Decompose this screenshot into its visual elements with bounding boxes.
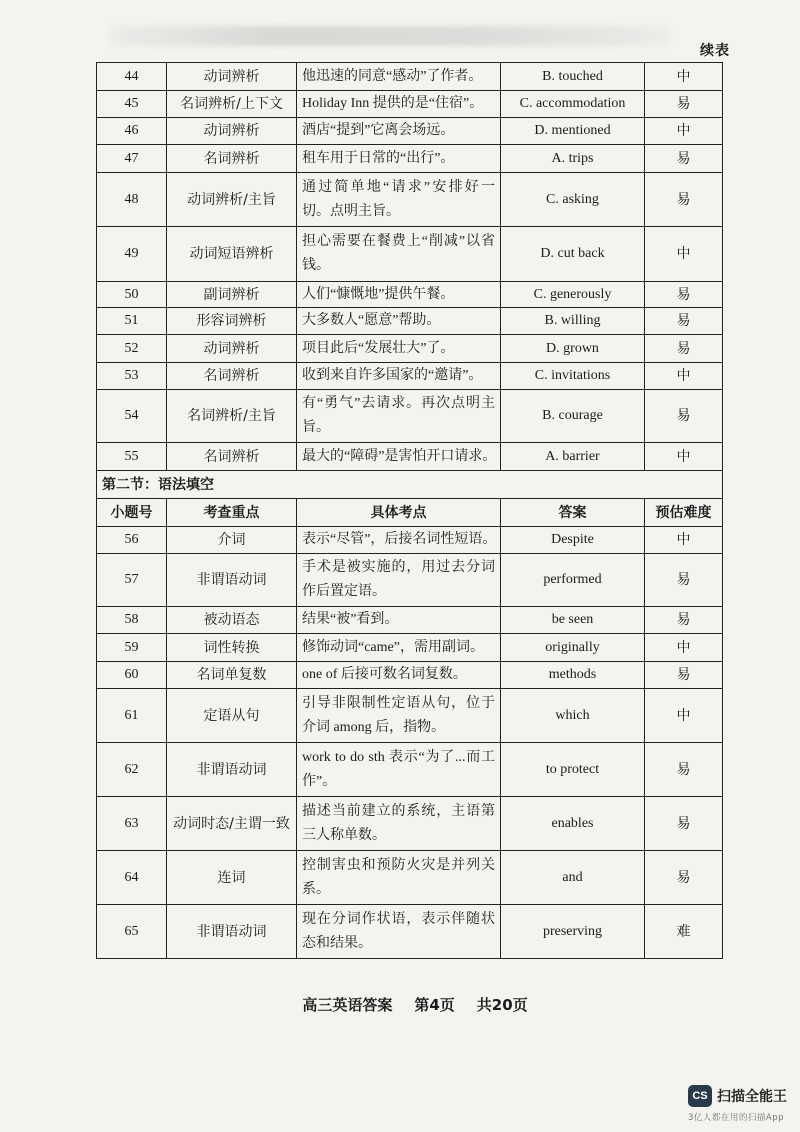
test-detail: 结果“被”看到。 bbox=[297, 607, 501, 634]
difficulty-level: 易 bbox=[645, 607, 723, 634]
footer-subject: 高三英语答案 bbox=[302, 996, 393, 1014]
answer-row bbox=[97, 91, 723, 118]
test-detail: one of 后接可数名词复数。 bbox=[297, 662, 501, 689]
answer-row bbox=[97, 173, 723, 227]
answer-text: performed bbox=[501, 554, 645, 607]
item-number: 65 bbox=[97, 905, 167, 959]
test-detail: 他迅速的同意“感动”了作者。 bbox=[297, 63, 501, 91]
answer-row bbox=[97, 634, 723, 662]
answer-text: originally bbox=[501, 634, 645, 662]
answer-row bbox=[97, 390, 723, 443]
item-number: 56 bbox=[97, 527, 167, 554]
answer-text: preserving bbox=[501, 905, 645, 959]
test-detail: 项目此后“发展壮大”了。 bbox=[297, 335, 501, 363]
test-detail: 大多数人“愿意”帮助。 bbox=[297, 308, 501, 335]
answer-text: be seen bbox=[501, 607, 645, 634]
test-focus: 动词时态/主谓一致 bbox=[167, 797, 297, 851]
difficulty-level: 易 bbox=[645, 335, 723, 363]
test-detail: 描述当前建立的系统，主语第三人称单数。 bbox=[297, 797, 501, 851]
scanner-logo-icon: CS bbox=[688, 1085, 712, 1107]
answer-row bbox=[97, 282, 723, 308]
footer-page-total: 共20页 bbox=[476, 996, 528, 1014]
answer-text: C. asking bbox=[501, 173, 645, 227]
section-title: 第二节：语法填空 bbox=[97, 471, 723, 499]
header-cell: 小题号 bbox=[97, 499, 167, 527]
answer-text: C. generously bbox=[501, 282, 645, 308]
answer-row bbox=[97, 851, 723, 905]
header-cell: 预估难度 bbox=[645, 499, 723, 527]
test-detail: 表示“尽管”，后接名词性短语。 bbox=[297, 527, 501, 554]
answer-text: C. invitations bbox=[501, 363, 645, 390]
item-number: 60 bbox=[97, 662, 167, 689]
header-cell: 考查重点 bbox=[167, 499, 297, 527]
difficulty-level: 易 bbox=[645, 390, 723, 443]
difficulty-level: 易 bbox=[645, 145, 723, 173]
test-detail: 有“勇气”去请求。再次点明主旨。 bbox=[297, 390, 501, 443]
test-detail: 人们“慷慨地”提供午餐。 bbox=[297, 282, 501, 308]
test-focus: 名词辨析 bbox=[167, 443, 297, 471]
difficulty-level: 易 bbox=[645, 851, 723, 905]
answer-text: D. mentioned bbox=[501, 118, 645, 145]
item-number: 57 bbox=[97, 554, 167, 607]
test-detail: 最大的“障碍”是害怕开口请求。 bbox=[297, 443, 501, 471]
test-focus: 被动语态 bbox=[167, 607, 297, 634]
item-number: 46 bbox=[97, 118, 167, 145]
test-detail: 担心需要在餐费上“削减”以省钱。 bbox=[297, 227, 501, 282]
difficulty-level: 中 bbox=[645, 443, 723, 471]
answer-row bbox=[97, 308, 723, 335]
test-focus: 介词 bbox=[167, 527, 297, 554]
answer-row bbox=[97, 554, 723, 607]
answer-text: C. accommodation bbox=[501, 91, 645, 118]
continued-label: 续表 bbox=[700, 43, 730, 59]
item-number: 58 bbox=[97, 607, 167, 634]
answer-row bbox=[97, 227, 723, 282]
test-detail: 控制害虫和预防火灾是并列关系。 bbox=[297, 851, 501, 905]
item-number: 54 bbox=[97, 390, 167, 443]
answer-text: D. cut back bbox=[501, 227, 645, 282]
test-focus: 定语从句 bbox=[167, 689, 297, 743]
item-number: 62 bbox=[97, 743, 167, 797]
item-number: 52 bbox=[97, 335, 167, 363]
item-number: 48 bbox=[97, 173, 167, 227]
page-footer bbox=[0, 994, 800, 1015]
test-focus: 名词单复数 bbox=[167, 662, 297, 689]
scan-header-blur bbox=[110, 26, 670, 46]
answer-row bbox=[97, 63, 723, 91]
test-detail: 通过简单地“请求”安排好一切。点明主旨。 bbox=[297, 173, 501, 227]
scanner-brand: 扫描全能王 bbox=[717, 1089, 787, 1105]
section-title-row bbox=[97, 471, 723, 499]
difficulty-level: 中 bbox=[645, 63, 723, 91]
test-focus: 非谓语动词 bbox=[167, 905, 297, 959]
answer-text: D. grown bbox=[501, 335, 645, 363]
difficulty-level: 易 bbox=[645, 797, 723, 851]
answer-text: Despite bbox=[501, 527, 645, 554]
item-number: 55 bbox=[97, 443, 167, 471]
difficulty-level: 易 bbox=[645, 743, 723, 797]
test-focus: 名词辨析 bbox=[167, 363, 297, 390]
difficulty-level: 易 bbox=[645, 662, 723, 689]
test-detail: 手术是被实施的，用过去分词作后置定语。 bbox=[297, 554, 501, 607]
answer-row bbox=[97, 335, 723, 363]
test-detail: 酒店“提到”它离会场远。 bbox=[297, 118, 501, 145]
test-focus: 名词辨析 bbox=[167, 145, 297, 173]
test-focus: 名词辨析/上下文 bbox=[167, 91, 297, 118]
answer-text: B. courage bbox=[501, 390, 645, 443]
answer-row bbox=[97, 689, 723, 743]
difficulty-level: 中 bbox=[645, 634, 723, 662]
item-number: 51 bbox=[97, 308, 167, 335]
difficulty-level: 中 bbox=[645, 118, 723, 145]
footer-page-number: 第4页 bbox=[414, 996, 455, 1014]
item-number: 47 bbox=[97, 145, 167, 173]
answer-row bbox=[97, 905, 723, 959]
test-focus: 非谓语动词 bbox=[167, 554, 297, 607]
difficulty-level: 易 bbox=[645, 282, 723, 308]
answer-text: and bbox=[501, 851, 645, 905]
test-focus: 动词辨析 bbox=[167, 335, 297, 363]
difficulty-level: 中 bbox=[645, 689, 723, 743]
difficulty-level: 易 bbox=[645, 554, 723, 607]
answer-text: enables bbox=[501, 797, 645, 851]
answer-row bbox=[97, 743, 723, 797]
test-detail: 收到来自许多国家的“邀请”。 bbox=[297, 363, 501, 390]
answer-row bbox=[97, 145, 723, 173]
answer-text: B. touched bbox=[501, 63, 645, 91]
answer-table bbox=[96, 62, 723, 959]
item-number: 64 bbox=[97, 851, 167, 905]
item-number: 45 bbox=[97, 91, 167, 118]
difficulty-level: 中 bbox=[645, 527, 723, 554]
item-number: 61 bbox=[97, 689, 167, 743]
header-cell: 具体考点 bbox=[297, 499, 501, 527]
scanner-tagline: 3亿人都在用的扫描App bbox=[688, 1113, 785, 1123]
test-focus: 动词短语辨析 bbox=[167, 227, 297, 282]
test-detail: 修饰动词“came”，需用副词。 bbox=[297, 634, 501, 662]
test-focus: 动词辨析 bbox=[167, 63, 297, 91]
test-focus: 副词辨析 bbox=[167, 282, 297, 308]
difficulty-level: 难 bbox=[645, 905, 723, 959]
test-detail: work to do sth 表示“为了...而工作”。 bbox=[297, 743, 501, 797]
answer-text: to protect bbox=[501, 743, 645, 797]
test-focus: 名词辨析/主旨 bbox=[167, 390, 297, 443]
answer-row bbox=[97, 363, 723, 390]
answer-text: A. trips bbox=[501, 145, 645, 173]
answer-row bbox=[97, 118, 723, 145]
test-focus: 动词辨析/主旨 bbox=[167, 173, 297, 227]
test-focus: 形容词辨析 bbox=[167, 308, 297, 335]
answer-row bbox=[97, 797, 723, 851]
item-number: 44 bbox=[97, 63, 167, 91]
test-detail: 租车用于日常的“出行”。 bbox=[297, 145, 501, 173]
difficulty-level: 易 bbox=[645, 308, 723, 335]
test-focus: 连词 bbox=[167, 851, 297, 905]
test-focus: 非谓语动词 bbox=[167, 743, 297, 797]
test-detail: Holiday Inn 提供的是“住宿”。 bbox=[297, 91, 501, 118]
difficulty-level: 易 bbox=[645, 173, 723, 227]
item-number: 63 bbox=[97, 797, 167, 851]
answer-row bbox=[97, 443, 723, 471]
item-number: 49 bbox=[97, 227, 167, 282]
test-focus: 词性转换 bbox=[167, 634, 297, 662]
test-detail: 现在分词作状语，表示伴随状态和结果。 bbox=[297, 905, 501, 959]
answer-text: A. barrier bbox=[501, 443, 645, 471]
answer-text: which bbox=[501, 689, 645, 743]
header-cell: 答案 bbox=[501, 499, 645, 527]
answer-row bbox=[97, 662, 723, 689]
scanner-badge bbox=[688, 1085, 794, 1123]
answer-row bbox=[97, 607, 723, 634]
difficulty-level: 中 bbox=[645, 363, 723, 390]
item-number: 53 bbox=[97, 363, 167, 390]
answer-row bbox=[97, 527, 723, 554]
table-header-row bbox=[97, 499, 723, 527]
answer-text: B. willing bbox=[501, 308, 645, 335]
item-number: 50 bbox=[97, 282, 167, 308]
test-detail: 引导非限制性定语从句，位于介词 among 后，指物。 bbox=[297, 689, 501, 743]
test-focus: 动词辨析 bbox=[167, 118, 297, 145]
answer-text: methods bbox=[501, 662, 645, 689]
item-number: 59 bbox=[97, 634, 167, 662]
difficulty-level: 中 bbox=[645, 227, 723, 282]
difficulty-level: 易 bbox=[645, 91, 723, 118]
